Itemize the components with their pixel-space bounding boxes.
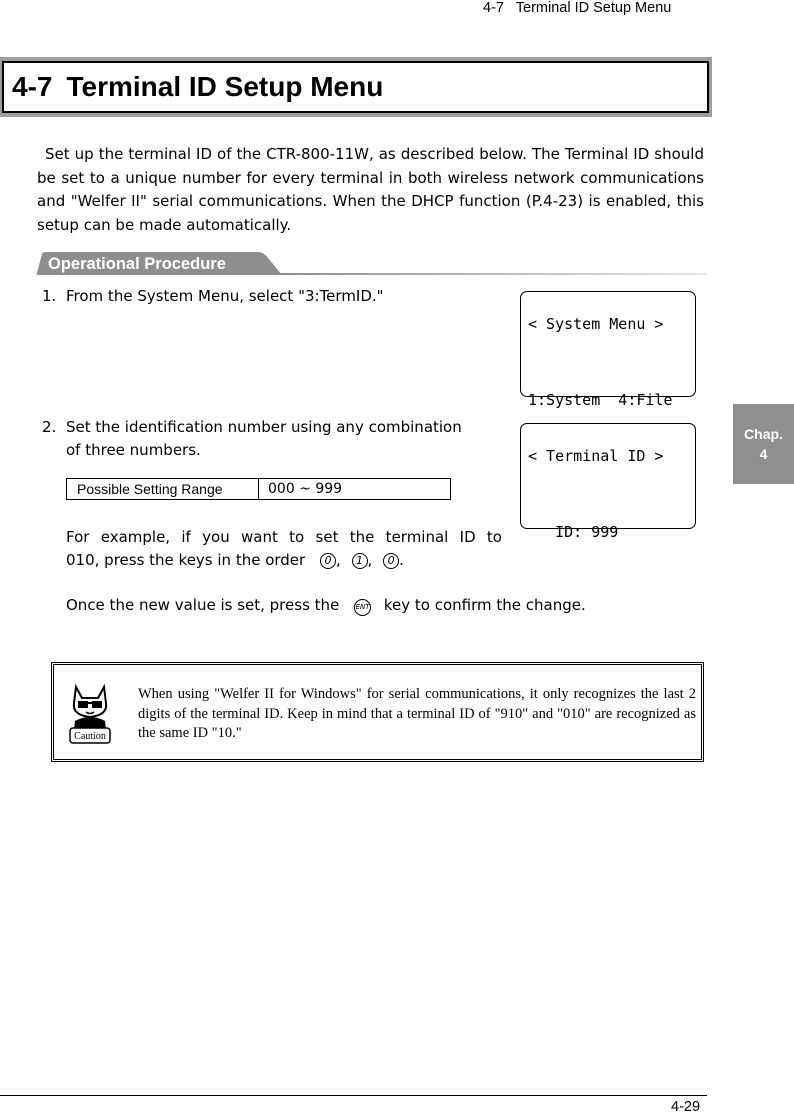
section-title-box xyxy=(0,57,712,117)
intro-paragraph: Set up the terminal ID of the CTR-800-11W, as described below. The Terminal ID should be set to a unique number for every terminal in both wireless network communications and "Welfer II" serial communications. When the DHCP function (P.4-23) is enabled, this setup can be made automatically. xyxy=(37,145,704,234)
setting-range-table xyxy=(66,478,451,500)
chapter-tab-label: Chap. xyxy=(744,426,783,442)
lcd-terminal-id xyxy=(520,423,696,541)
example-line1: For example, if you want to set the terminal ID to xyxy=(66,528,502,546)
separator: , xyxy=(367,551,373,569)
step-number: 2. xyxy=(42,418,57,436)
lcd-row: 1:System 4:File xyxy=(528,391,673,409)
confirm-instruction xyxy=(66,594,586,617)
lcd-system-menu xyxy=(520,291,696,409)
footer-rule xyxy=(0,1095,707,1096)
enter-key-icon: ENT xyxy=(354,599,371,616)
confirm-suffix: key to confirm the change. xyxy=(383,596,586,614)
separator: , xyxy=(335,551,341,569)
operational-procedure-banner xyxy=(36,252,706,277)
page-number: 4-29 xyxy=(671,1099,701,1115)
range-value: 000 ~ 999 xyxy=(268,481,343,497)
key-1-icon: 1 xyxy=(352,553,368,569)
range-label: Possible Setting Range xyxy=(67,479,259,499)
caution-text: When using "Welfer II for Windows" for serial communications, it only recognizes the last 2 digits of the terminal ID. Keep in mind that a terminal ID of "910" and "010" are recognized as the same ID "10." xyxy=(138,686,696,741)
caution-cat-icon xyxy=(66,681,114,749)
lcd-title: < Terminal ID > xyxy=(528,447,664,465)
chapter-tab xyxy=(733,404,794,484)
running-head: 4-7 Terminal ID Setup Menu xyxy=(483,0,672,16)
step-text-line1: Set the identification number using any combination xyxy=(66,418,462,436)
chapter-tab-number: 4 xyxy=(759,446,768,462)
confirm-prefix: Once the new value is set, press the xyxy=(66,596,340,614)
example-prefix: 010, press the keys in the order xyxy=(66,551,306,569)
example-line2 xyxy=(66,549,404,572)
caution-box xyxy=(51,662,704,762)
step-text: From the System Menu, select "3:TermID." xyxy=(66,287,384,305)
key-0-icon: 0 xyxy=(320,553,336,569)
step-text-line2: of three numbers. xyxy=(66,441,201,459)
caution-label: Caution xyxy=(74,731,106,742)
section-number: 4-7 xyxy=(12,71,53,102)
lcd-title: < System Menu > xyxy=(528,315,664,333)
section-title: Terminal ID Setup Menu xyxy=(66,71,384,102)
key-0-icon: 0 xyxy=(383,553,399,569)
lcd-id-line: ID: 999 xyxy=(528,523,619,541)
end-punct: . xyxy=(399,551,404,569)
operational-procedure-label: Operational Procedure xyxy=(48,255,226,273)
step-number: 1. xyxy=(42,287,57,305)
